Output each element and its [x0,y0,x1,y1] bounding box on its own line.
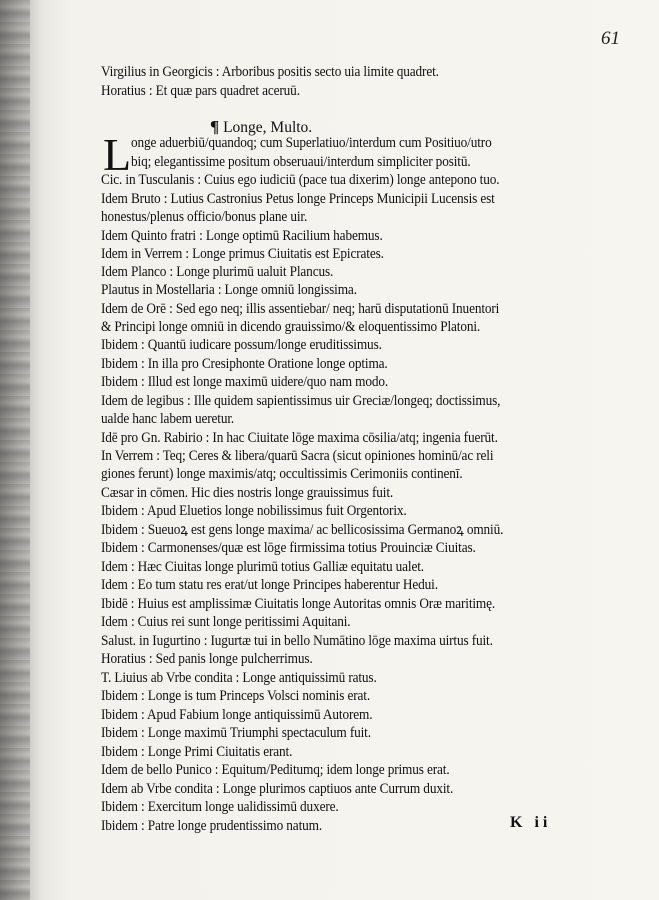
text-line: Ibidem : Exercitum longe ualidissimū duxere. [101,799,339,815]
intro-line: Horatius : Et quæ pars quadret aceruū. [101,83,300,99]
text-line: giones ferunt) longe maximis/atq; occultissimis Cerimoniis continenī. [101,466,463,482]
drop-initial: L [103,129,132,180]
text-line: Cic. in Tusculanis : Cuius ego iudiciū (pace tua dixerim) longe antepono tuo. [101,172,500,188]
text-line: Ibidem : Sueuoꝝ est gens longe maxima/ ac bellicosissima Germanoꝝ omniū. [101,522,504,538]
text-line: Salust. in Iugurtino : Iugurtæ tui in bello Numātino lōge maxima uirtus fuit. [101,633,493,649]
text-line: ualde hanc labem ueretur. [101,411,235,427]
text-line: Idem : Eo tum statu res erat/ut longe Principes haberentur Hedui. [101,577,438,593]
folio-number: 61 [601,28,620,49]
intro-line: Virgilius in Georgicis : Arboribus positis secto uia limite quadret. [101,64,439,80]
text-line: Idem : Cuius rei sunt longe peritissimi Aquitani. [101,614,351,630]
text-line: Idem de bello Punico : Equitum/Peditumq; idem longe primus erat. [101,762,450,778]
signature-mark: K ii [510,814,552,831]
text-line: T. Liuius ab Vrbe condita : Longe antiquissimū ratus. [101,670,377,686]
text-line: Ibidē : Huius est amplissimæ Ciuitatis longe Autoritas omnis Oræ maritimę. [101,596,496,612]
text-line: onge aduerbiū/quandoq; cum Superlatiuo/interdum cum Positiuo/utro [131,135,492,151]
binding-gutter [0,0,30,900]
text-line: Idem ab Vrbe condita : Longe plurimos captiuos ante Currum duxit. [101,781,454,797]
text-line: In Verrem : Teq; Ceres & libera/quarū Sacra (sicut opiniones hominū/ac reli [101,448,494,464]
text-line: biq; elegantissime positum obseruaui/interdum simpliciter positū. [131,154,471,170]
text-line: & Principi longe omniū in dicendo grauissimo/& eloquentissimo Platoni. [101,319,481,335]
text-line: Ibidem : Longe is tum Princeps Volsci nominis erat. [101,688,371,704]
text-line: Idem : Hæc Ciuitas longe plurimū totius Galliæ equitatu ualet. [101,559,424,575]
text-line: Ibidem : Apud Fabium longe antiquissimū Autorem. [101,707,373,723]
text-line: Idem Bruto : Lutius Castronius Petus longe Princeps Municipii Lucensis est [101,191,495,207]
text-line: Horatius : Sed panis longe pulcherrimus. [101,651,313,667]
text-line: Ibidem : Longe Primi Ciuitatis erant. [101,744,293,760]
text-line: Idem de legibus : Ille quidem sapientissimus uir Greciæ/longeq; doctissimus, [101,393,501,409]
text-line: Idem de Orē : Sed ego neq; illis assentiebar/ neq; harū disputationū Inuentori [101,301,500,317]
text-line: Idem in Verrem : Longe primus Ciuitatis est Epicrates. [101,246,384,262]
text-line: Plautus in Mostellaria : Longe omniū longissima. [101,282,357,298]
text-line: Idem Planco : Longe plurimū ualuit Plancus. [101,264,334,280]
pilcrow-icon: ¶ [210,117,220,136]
text-line: Ibidem : Illud est longe maximū uidere/quo nam modo. [101,374,389,390]
text-line: Cæsar in cōmen. Hic dies nostris longe grauissimus fuit. [101,485,394,501]
text-line: Ibidem : Carmonenses/quæ est lōge firmissima totius Prouinciæ Ciuitas. [101,540,476,556]
section-title: Longe, Multo. [223,119,313,136]
text-line: Ibidem : In illa pro Cresiphonte Oratione longe optima. [101,356,388,372]
text-line: Idem Quinto fratri : Longe optimū Racilium habemus. [101,228,383,244]
text-line: Ibidem : Quantū iudicare possum/longe eruditissimus. [101,337,382,353]
text-line: Ibidem : Patre longe prudentissimo natum. [101,818,323,834]
text-line: Ibidem : Apud Eluetios longe nobilissimus fuit Orgentorix. [101,503,407,519]
text-line: honestus/plenus officio/bonus plane uir. [101,209,308,225]
text-line: Ibidem : Longe maximū Triumphi spectaculum fuit. [101,725,371,741]
text-line: Idē pro Gn. Rabirio : In hac Ciuitate lōge maxima cōsilia/atq; ingenia fuerūt. [101,430,498,446]
